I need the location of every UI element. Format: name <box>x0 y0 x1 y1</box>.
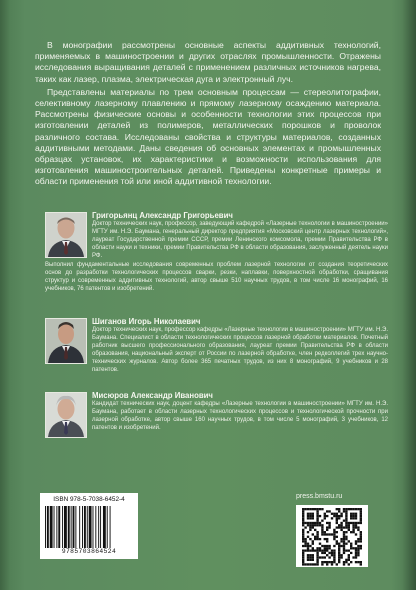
author-bio-3: Кандидат технических наук, доцент кафедры «Лазерные технологии в машиностроении» МГТУ им. Н.Э. Баумана, работает в области лазерных технологических процессов и технологической прочности при лазерной обработке, автор свыше 160 научных трудов, в том числе 5 монографий, 3 учебников, 12 патентов и изобретений. <box>92 401 388 431</box>
author-photo-1 <box>45 212 87 258</box>
qr-code-icon <box>296 505 368 567</box>
author-name-3: Мисюров Александр Иванович <box>92 391 213 400</box>
isbn-label: ISBN 978-5-7038-6452-4 <box>53 496 125 503</box>
isbn-digits: 9785703864524 <box>61 548 117 555</box>
author-bio-1-continued: Выполнил фундаментальные исследования современных проблем лазерной технологии от создания теоретических основ до разработки технологических процессов сварки, резки, наплавки, поверхностной обработки, сращивания структур и современных аддитивных технологий, автор свыше 510 научных трудов, в том числе 16 монографий, 16 учебников, 76 патентов и изобретений. <box>45 262 388 292</box>
annotation-text <box>35 40 381 188</box>
author-photo-3 <box>45 392 87 438</box>
author-photo-2 <box>45 318 87 364</box>
annotation-paragraph-2: Представлены материалы по трем основным процессам — стереолитографии, селективному лазерному плавлению и прямому лазерному осаждению материала. Рассмотрены физические основы и особенности технологии этих процессов при изготовлении деталей из полимеров, металлических порошков и проволок различного состава. Исследованы свойства и структуры материалов, созданных аддитивными методами. Даны сведения об основных элементах и промышленных образцах установок, их характеристики и возможности использования для изготовления машиностроительных деталей. Приведены конкретные примеры и области применения той или иной аддитивной технологии. <box>35 86 381 187</box>
publisher-url: press.bmstu.ru <box>296 493 343 500</box>
annotation-paragraph-1: В монографии рассмотрены основные аспекты аддитивных технологий, применяемых в машиностроении и других отраслях промышленности. Отражены исследования выращивания деталей с применением различных источников нагрева, таких как лазер, плазма, электрическая дуга и электронный луч. <box>35 40 381 84</box>
author-bio-2: Доктор технических наук, профессор кафедры «Лазерные технологии в машиностроении» МГТУ им. Н.Э. Баумана. Специалист в области технологических процессов лазерной обработки материалов. Почетный работник высшего профессионального образования, лауреат премии Правительства РФ в области образования, национальный эксперт от России по лазерной обработке, член редколлегий трех научно-технических журналов. Автор более 365 печатных трудов, из них 8 монографий, 9 учебников и 28 патентов. <box>92 327 388 373</box>
author-name-2: Шиганов Игорь Николаевич <box>92 317 201 326</box>
barcode-icon <box>45 506 133 548</box>
author-bio-1: Доктор технических наук, профессор, заведующий кафедрой «Лазерные технологии в машиностроении» МГТУ им. Н.Э. Баумана, генеральный директор предприятия «Московский центр лазерных технологий», лауреат Государственной премии СССР, премии Ленинского комсомола, премии Правительства РФ в области науки и техники, премии Правительства РФ в области образования, заслуженный деятель науки РФ. <box>92 221 388 259</box>
cover-edge-shadow <box>402 0 416 590</box>
author-name-1: Григорьянц Александр Григорьевич <box>92 211 233 220</box>
spine-shadow <box>0 0 10 590</box>
isbn-barcode-box <box>40 493 138 559</box>
